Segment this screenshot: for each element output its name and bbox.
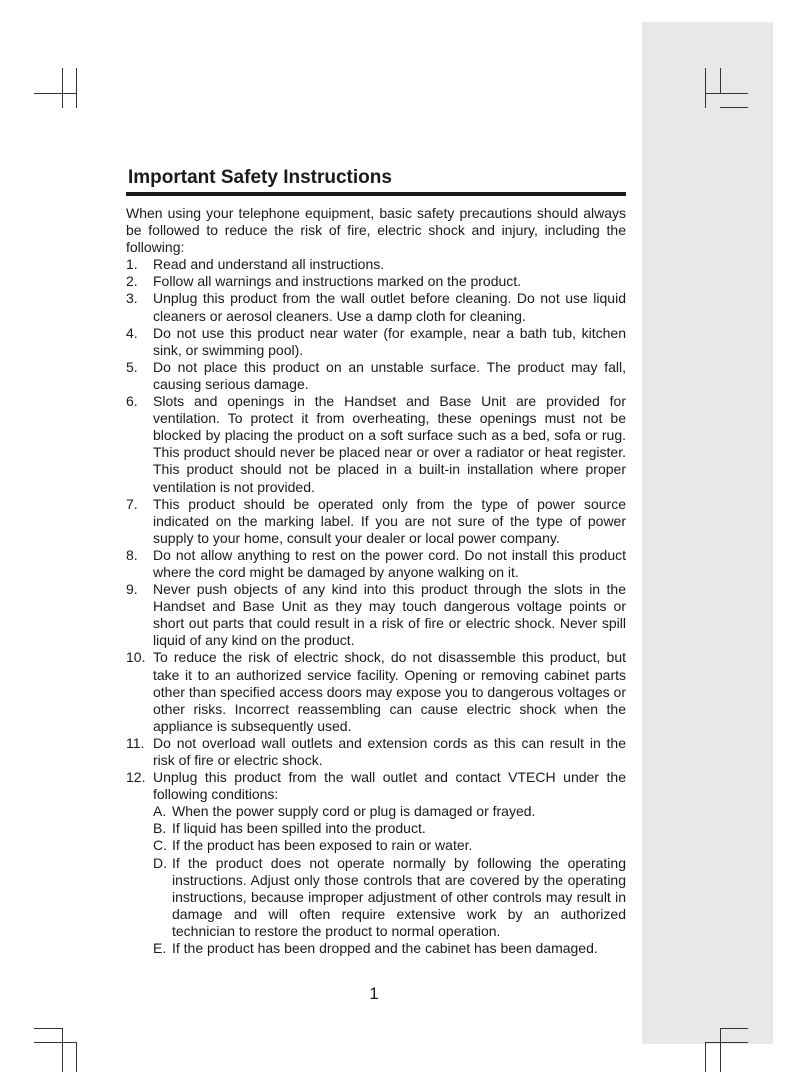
item-text: Unplug this product from the wall outlet before cleaning. Do not use liquid cleaners or aerosol cleaners. Use a damp cloth for cleaning. — [153, 290, 626, 324]
page-title: Important Safety Instructions — [128, 167, 392, 188]
sub-letter: D. — [153, 854, 167, 871]
intro-paragraph: When using your telephone equipment, basic safety precautions should always be followed to reduce the risk of fire, electric shock and injury, including the following: — [126, 205, 626, 256]
item-text: Unplug this product from the wall outlet and contact VTECH under the following conditions: — [153, 769, 626, 803]
item-number: 4. — [126, 324, 138, 341]
crop-mark-bottom-right-horizontal-2 — [705, 1042, 748, 1043]
item-number: 7. — [126, 495, 138, 512]
sublist-item — [153, 855, 626, 940]
page-number: 1 — [369, 984, 379, 1003]
crop-mark-top-left-horizontal — [34, 93, 77, 94]
item-text: Follow all warnings and instructions marked on the product. — [153, 273, 522, 290]
sublist-item — [153, 837, 626, 854]
item-text: Never push objects of any kind into this product through the slots in the Handset and Base Unit as they may touch dangerous voltage points or short out parts that could result in a risk of fire or electric shock. Never spill liquid of any kind on the product. — [153, 581, 626, 649]
item-number: 10. — [126, 649, 146, 666]
sub-text: If the product has been dropped and the cabinet has been damaged. — [172, 940, 598, 957]
sub-letter: E. — [153, 940, 167, 957]
item-number: 12. — [126, 769, 146, 786]
crop-mark-top-right-vertical-2 — [720, 68, 721, 94]
crop-mark-top-right-vertical — [705, 68, 706, 108]
crop-mark-top-left-vertical — [62, 68, 63, 108]
crop-mark-bottom-right-vertical-2 — [720, 1028, 721, 1072]
list-item — [126, 325, 626, 359]
item-text: Slots and openings in the Handset and Base Unit are provided for ventilation. To protect it from overheating, these openings must not be blocked by placing the product on a soft surface such as a bed, sofa or rug. This product should never be placed near or over a radiator or heat register. This product should not be placed in a built-in installation where proper ventilation is not provided. — [153, 393, 626, 495]
list-item — [126, 581, 626, 649]
sublist-item — [153, 803, 626, 820]
item-text: Do not overload wall outlets and extension cords as this can result in the risk of fire or electric shock. — [153, 734, 626, 768]
instructions-body — [126, 205, 626, 957]
item-text: Do not use this product near water (for example, near a bath tub, kitchen sink, or swimming pool). — [153, 324, 626, 358]
list-item — [126, 290, 626, 324]
item-number: 5. — [126, 358, 138, 375]
item-number: 6. — [126, 393, 138, 410]
sub-letter: B. — [153, 820, 167, 837]
crop-mark-bottom-left-vertical — [62, 1028, 63, 1072]
sub-text: When the power supply cord or plug is damaged or frayed. — [172, 803, 536, 820]
item-text: Read and understand all instructions. — [153, 256, 385, 273]
crop-mark-top-right-horizontal — [705, 93, 748, 94]
crop-mark-bottom-left-horizontal-2 — [34, 1042, 77, 1043]
item-text: Do not allow anything to rest on the power cord. Do not install this product where the cord might be damaged by anyone walking on it. — [153, 546, 626, 580]
crop-mark-bottom-left-vertical-2 — [76, 1042, 77, 1072]
item-number: 3. — [126, 290, 138, 307]
sub-text: If the product has been exposed to rain or water. — [172, 837, 473, 854]
title-underline-rule — [126, 192, 626, 196]
list-item — [126, 769, 626, 957]
safety-instructions-list — [126, 256, 626, 957]
sub-letter: A. — [153, 803, 167, 820]
gray-margin-panel — [642, 22, 773, 1044]
sub-letter: C. — [153, 837, 167, 854]
sublist-item — [153, 820, 626, 837]
item-number: 2. — [126, 273, 138, 290]
sub-text: If liquid has been spilled into the product. — [172, 820, 426, 837]
item-number: 9. — [126, 581, 138, 598]
crop-mark-bottom-right-vertical — [705, 1042, 706, 1072]
sublist-item — [153, 940, 626, 957]
item-text: To reduce the risk of electric shock, do not disassemble this product, but take it to an authorized service facility. Opening or removing cabinet parts other than specified access doors may expose you to dangerous voltages or other risks. Incorrect reassembling can cause electric shock when the appliance is subsequently used. — [153, 649, 626, 734]
list-item — [126, 393, 626, 496]
conditions-sublist — [153, 803, 626, 957]
list-item — [126, 359, 626, 393]
crop-mark-top-left-vertical-2 — [76, 68, 77, 108]
list-item — [126, 735, 626, 769]
list-item — [126, 496, 626, 547]
list-item — [126, 273, 626, 290]
item-number: 11. — [126, 734, 145, 751]
sub-text: If the product does not operate normally by following the operating instructions. Adjust only those controls that are covered by the operating instructions, because improper adjustment of other controls may result in damage and will often require extensive work by an authorized technician to restore the product to normal operation. — [172, 854, 626, 939]
item-text: Do not place this product on an unstable surface. The product may fall, causing serious damage. — [153, 358, 626, 392]
item-number: 8. — [126, 546, 138, 563]
crop-mark-bottom-right-horizontal — [720, 1028, 748, 1029]
item-text: This product should be operated only from the type of power source indicated on the marking label. If you are not sure of the type of power supply to your home, consult your dealer or local power company. — [153, 495, 626, 546]
item-number: 1. — [126, 256, 138, 273]
crop-mark-top-right-horizontal-2 — [720, 107, 748, 108]
list-item — [126, 649, 626, 734]
list-item — [126, 256, 626, 273]
crop-mark-bottom-left-horizontal — [34, 1028, 63, 1029]
list-item — [126, 547, 626, 581]
